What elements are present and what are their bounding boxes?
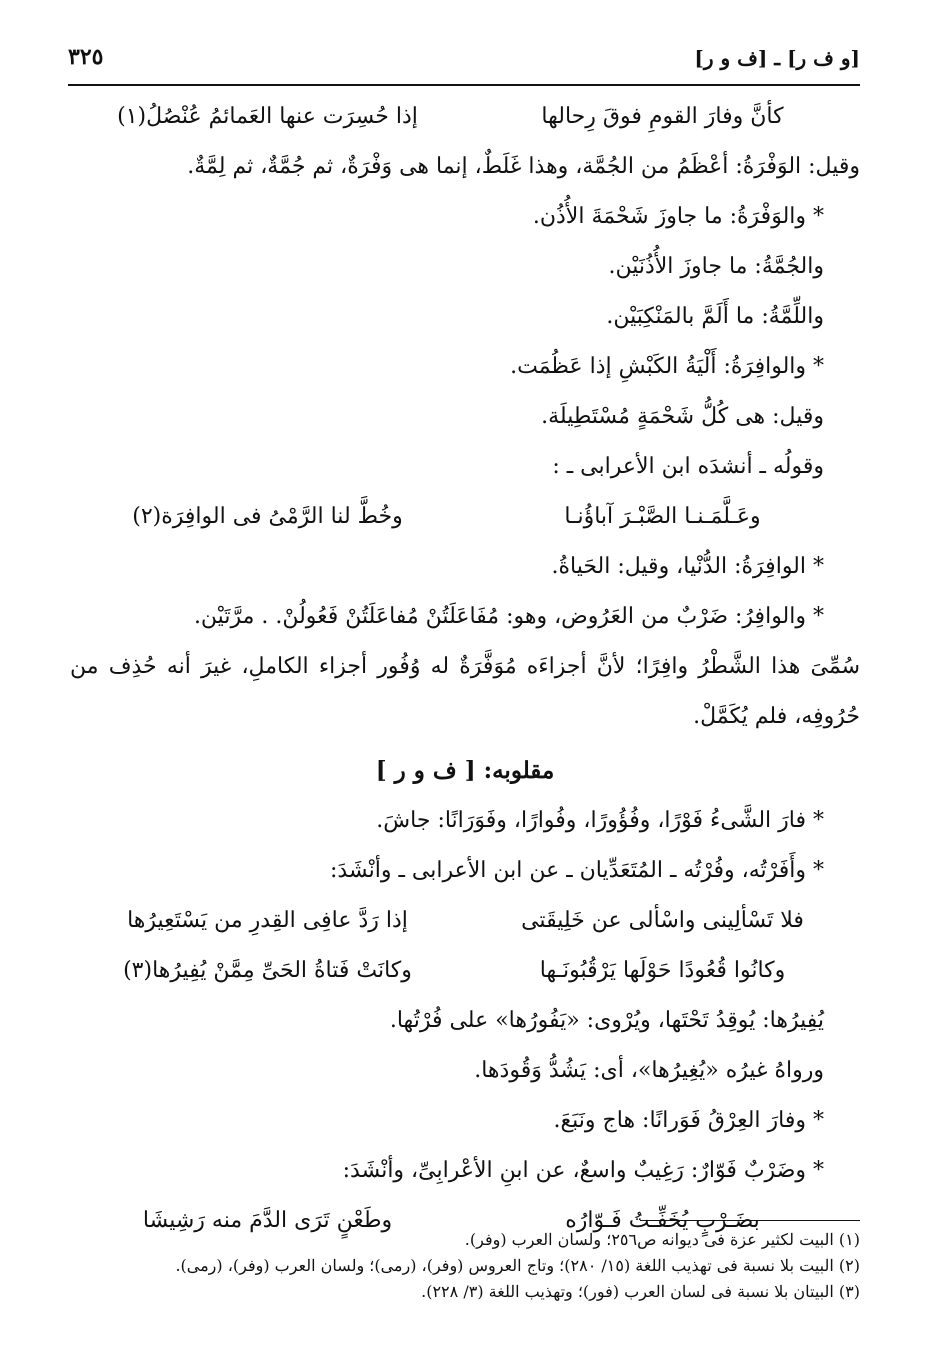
paragraph: سُمِّىَ هذا الشَّطْرُ وافِرًا؛ لأنَّ أجزاءَه مُوَفَّرَةٌ له وُفُور أجزاء الكاملِ، غيرَ أنه حُذِف من حُرُوفِه، فلم يُكَمَّلْ. [70,654,860,729]
footnote: (١) البيت لكثير عزة فى ديوانه ص٢٥٦؛ ولسان العرب (وفر). [464,1230,860,1249]
verse-first-hemistich: بضَـرْبٍ يُخَفِّـتُ فَـوّارُه [565,1208,760,1233]
entry-line: يُفِيرُها: يُوقِدُ تَحْتَها، ويُرْوى: «يَفُورُها» على فُرْتُها. [389,1008,824,1033]
footnote: (٢) البيت بلا نسبة فى تهذيب اللغة (١٥/ ٢٨٠)؛ وتاج العروس (وفر)، (رمى)؛ ولسان العرب (وفر)، (رمى). [175,1256,860,1275]
entry-line: * فارَ الشَّىءُ فَوْرًا، وفُؤُورًا، وفُوارًا، وفَوَرَانًا: جاشَ. [376,808,824,833]
entry-line: * الوافِرَةُ: الدُّنْيا، وقيل: الحَياةُ. [551,554,824,579]
main-text [70,92,860,1246]
entry-line: * وأَفَرْتُه، وفُرْتُه ـ المُتَعَدِّيان ـ عن ابن الأعرابى ـ وأنْشَدَ: [330,858,824,883]
entry-line: وقيل: هى كُلُّ شَحْمَةٍ مُسْتَطِيلَة. [541,404,824,429]
entry-line: والجُمَّةُ: ما جاوزَ الأُذُنَيْن. [608,254,824,279]
footnote: (٣) البيتان بلا نسبة فى لسان العرب (فور)؛ وتهذيب اللغة (٣/ ٢٢٨). [421,1282,860,1301]
verse-first-hemistich: وعَـلَّمَـنـا الصَّبْـرَ آباؤُنـا [564,504,761,529]
verse-first-hemistich: وكانُوا قُعُودًا حَوْلَها يَرْقُبُونَـها [539,958,786,983]
section-heading: مقلوبه: [ ف و ر ] [375,757,555,784]
footnote-divider [640,1220,860,1221]
entry-line: * والوافِرُ: ضَرْبٌ من العَرُوض، وهو: مُفَاعَلَتُنْ مُفاعَلَتُنْ فَعُولُنْ. . مرَّتَيْن. [193,604,824,629]
poetry-verse [70,896,860,946]
verse-second-hemistich: وطَعْنٍ تَرَى الدَّمَ منه رَشِيشَا [142,1208,393,1233]
poetry-verse [70,92,860,142]
entry-line: وقولُه ـ أنشدَه ابن الأعرابى ـ : [552,454,824,479]
entry-line: * وفارَ العِرْقُ فَوَرانًا: هاج ونَبَعَ. [553,1108,824,1133]
verse-second-hemistich: إذا رَدَّ عافِى القِدرِ من يَسْتَعِيرُها [127,908,408,933]
poetry-verse [70,946,860,996]
entry-line: * وضَرْبٌ فَوّارٌ: رَغِيبٌ واسعٌ، عن ابنِ الأعْرابِىِّ، وأنْشَدَ: [342,1158,824,1183]
entry-line: واللِّمَّةُ: ما أَلَمَّ بالمَنْكِبَيْن. [606,304,824,329]
entry-line: * والوافِرَةُ: أَلْيَةُ الكَبْشِ إذا عَظُمَت. [510,354,824,379]
root-letters-label: [و ف ر] ـ [ف و ر] [694,46,860,70]
verse-second-hemistich: وكانَتْ فَتاةُ الحَىِّ مِمَّنْ يُفِيرُها(٣) [123,958,412,983]
text-line: وقيل: الوَفْرَةُ: أعْظَمُ من الجُمَّة، وهذا غَلَطٌ، إنما هى وَفْرَةٌ، ثم جُمَّةٌ، ثم لِمَّةٌ. [187,154,860,179]
verse-second-hemistich: وخُطَّ لنا الرَّمْىُ فى الوافِرَة(٢) [132,504,403,529]
verse-first-hemistich: كأنَّ وفارَ القومِ فوقَ رِحالها [541,104,784,129]
entry-line: ورواهُ غيرُه «يُغِيرُها»، أى: يَشُدُّ وَقُودَها. [474,1058,824,1083]
entry-line: * والوَفْرَةُ: ما جاوزَ شَحْمَةَ الأُذُن. [532,204,824,229]
footnotes [70,1220,860,1305]
page-number: ٣٢٥ [68,44,104,70]
page-header [68,40,860,86]
poetry-verse [70,492,860,542]
verse-second-hemistich: إذا حُسِرَت عنها العَمائمُ عُنْصُلُ(١) [117,104,418,129]
verse-first-hemistich: فلا تَسْألِينى واسْألى عن خَلِيقَتى [521,908,804,933]
